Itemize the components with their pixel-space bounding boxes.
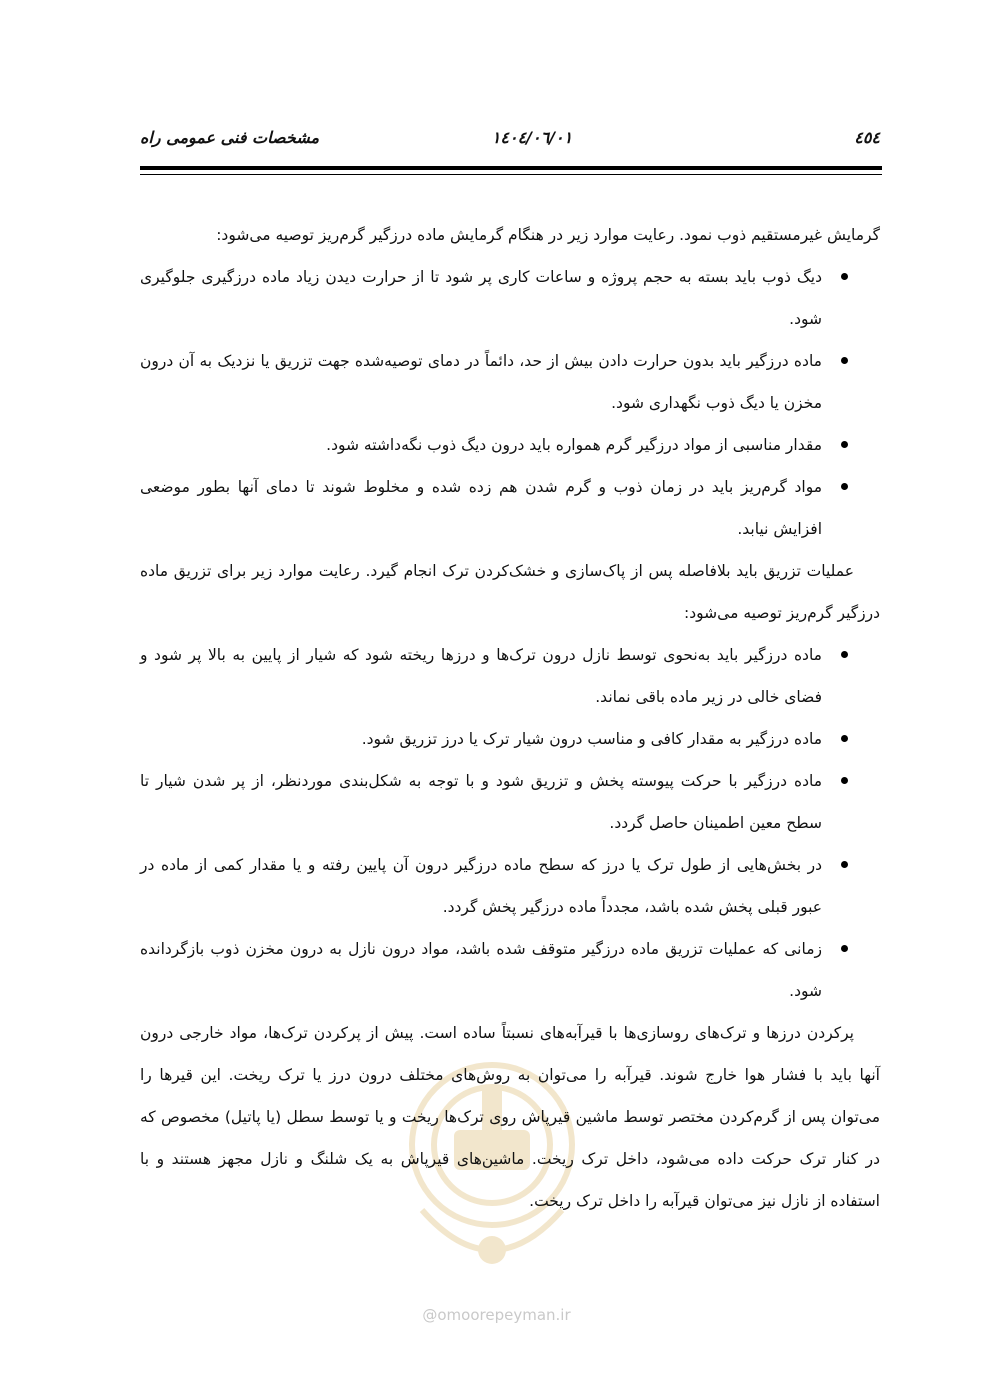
bullet-icon: [841, 357, 848, 364]
bullet-icon: [841, 273, 848, 280]
list-item-text: ماده درزگیر به مقدار کافی و مناسب درون شیار ترک یا درز تزریق شود.: [361, 730, 822, 748]
list-item: [140, 340, 880, 424]
list-item: [140, 634, 880, 718]
page-header: [140, 128, 880, 158]
header-date: ١٤٠٤/٠٦/٠١: [491, 128, 573, 147]
bullet-icon: [841, 777, 848, 784]
final-paragraph: پرکردن درزها و ترک‌های روسازی‌ها با قیرآبه‌های نسبتاً ساده است. پیش از پرکردن ترک‌ها، مواد خارجی درون آنها باید با فشار هوا خارج شوند. قیرآبه را می‌توان به روش‌های مختلف درون درز یا ترک ریخت. این قیرها را می‌توان پس از گرم‌کردن مختصر توسط ماشین قیرپاش روی ترک‌ها ریخت و یا توسط سطل (یا پاتیل) مخصوص که در کنار ترک حرکت داده می‌شود، داخل ترک ریخت. ماشین‌های قیرپاش به یک شلنگ و نازل مجهز هستند و با استفاده از نازل نیز می‌توان قیرآبه را داخل ترک ریخت.: [140, 1024, 880, 1210]
heating-bullet-list: [140, 256, 880, 550]
list-item-text: ماده درزگیر باید بدون حرارت دادن بیش از حد، دائماً در دمای توصیه‌شده جهت تزریق یا نزدیک به آن درون مخزن یا دیگ ذوب نگهداری شود.: [140, 352, 822, 412]
bullet-icon: [841, 945, 848, 952]
bullet-icon: [841, 735, 848, 742]
document-body: [140, 214, 880, 1222]
document-title: مشخصات فنی عمومی راه: [140, 128, 320, 147]
header-rule-thin: [140, 174, 882, 175]
bullet-icon: [841, 483, 848, 490]
list-item-text: ماده درزگیر باید به‌نحوی توسط نازل درون ترک‌ها و درزها ریخته شود که شیار از پایین به بالا پر شود و فضای خالی در زیر ماده باقی نماند.: [140, 646, 822, 706]
header-rule-thick: [140, 166, 882, 170]
list-item: [140, 256, 880, 340]
list-item-text: مقدار مناسبی از مواد درزگیر گرم همواره باید درون دیگ ذوب نگه‌داشته شود.: [326, 436, 822, 454]
bullet-icon: [841, 441, 848, 448]
list-item: [140, 760, 880, 844]
list-item-text: زمانی که عملیات تزریق ماده درزگیر متوقف شده باشد، مواد درون نازل به درون مخزن ذوب بازگردانده شود.: [140, 940, 822, 1000]
list-item-text: ماده درزگیر با حرکت پیوسته پخش و تزریق شود و با توجه به شکل‌بندی موردنظر، از پر شدن شیار تا سطح معین اطمینان حاصل گردد.: [140, 772, 822, 832]
list-item: [140, 424, 880, 466]
page-number: ٤٥٤: [854, 128, 880, 147]
list-item: [140, 844, 880, 928]
injection-paragraph: عملیات تزریق باید بلافاصله پس از پاک‌سازی و خشک‌کردن ترک انجام گیرد. رعایت موارد زیر برای تزریق ماده درزگیر گرم‌ریز توصیه می‌شود:: [140, 562, 880, 622]
list-item: [140, 466, 880, 550]
list-item-text: دیگ ذوب باید بسته به حجم پروژه و ساعات کاری پر شود تا از حرارت دیدن زیاد ماده درزگیری جلوگیری شود.: [140, 268, 822, 328]
intro-paragraph: گرمایش غیرمستقیم ذوب نمود. رعایت موارد زیر در هنگام گرمایش ماده درزگیر گرم‌ریز توصیه می‌شود:: [216, 226, 880, 244]
bullet-icon: [841, 651, 848, 658]
watermark-url: @omoorepeyman.ir: [422, 1306, 571, 1324]
list-item: [140, 718, 880, 760]
list-item-text: در بخش‌هایی از طول ترک یا درز که سطح ماده درزگیر درون آن پایین رفته و یا مقدار کمی از ماده در عبور قبلی پخش شده باشد، مجدداً ماده درزگیر پخش گردد.: [140, 856, 822, 916]
list-item: [140, 928, 880, 1012]
injection-bullet-list: [140, 634, 880, 1012]
list-item-text: مواد گرم‌ریز باید در زمان ذوب و گرم شدن هم زده شده و مخلوط شوند تا دمای آنها بطور موضعی افزایش نیابد.: [140, 478, 822, 538]
bullet-icon: [841, 861, 848, 868]
